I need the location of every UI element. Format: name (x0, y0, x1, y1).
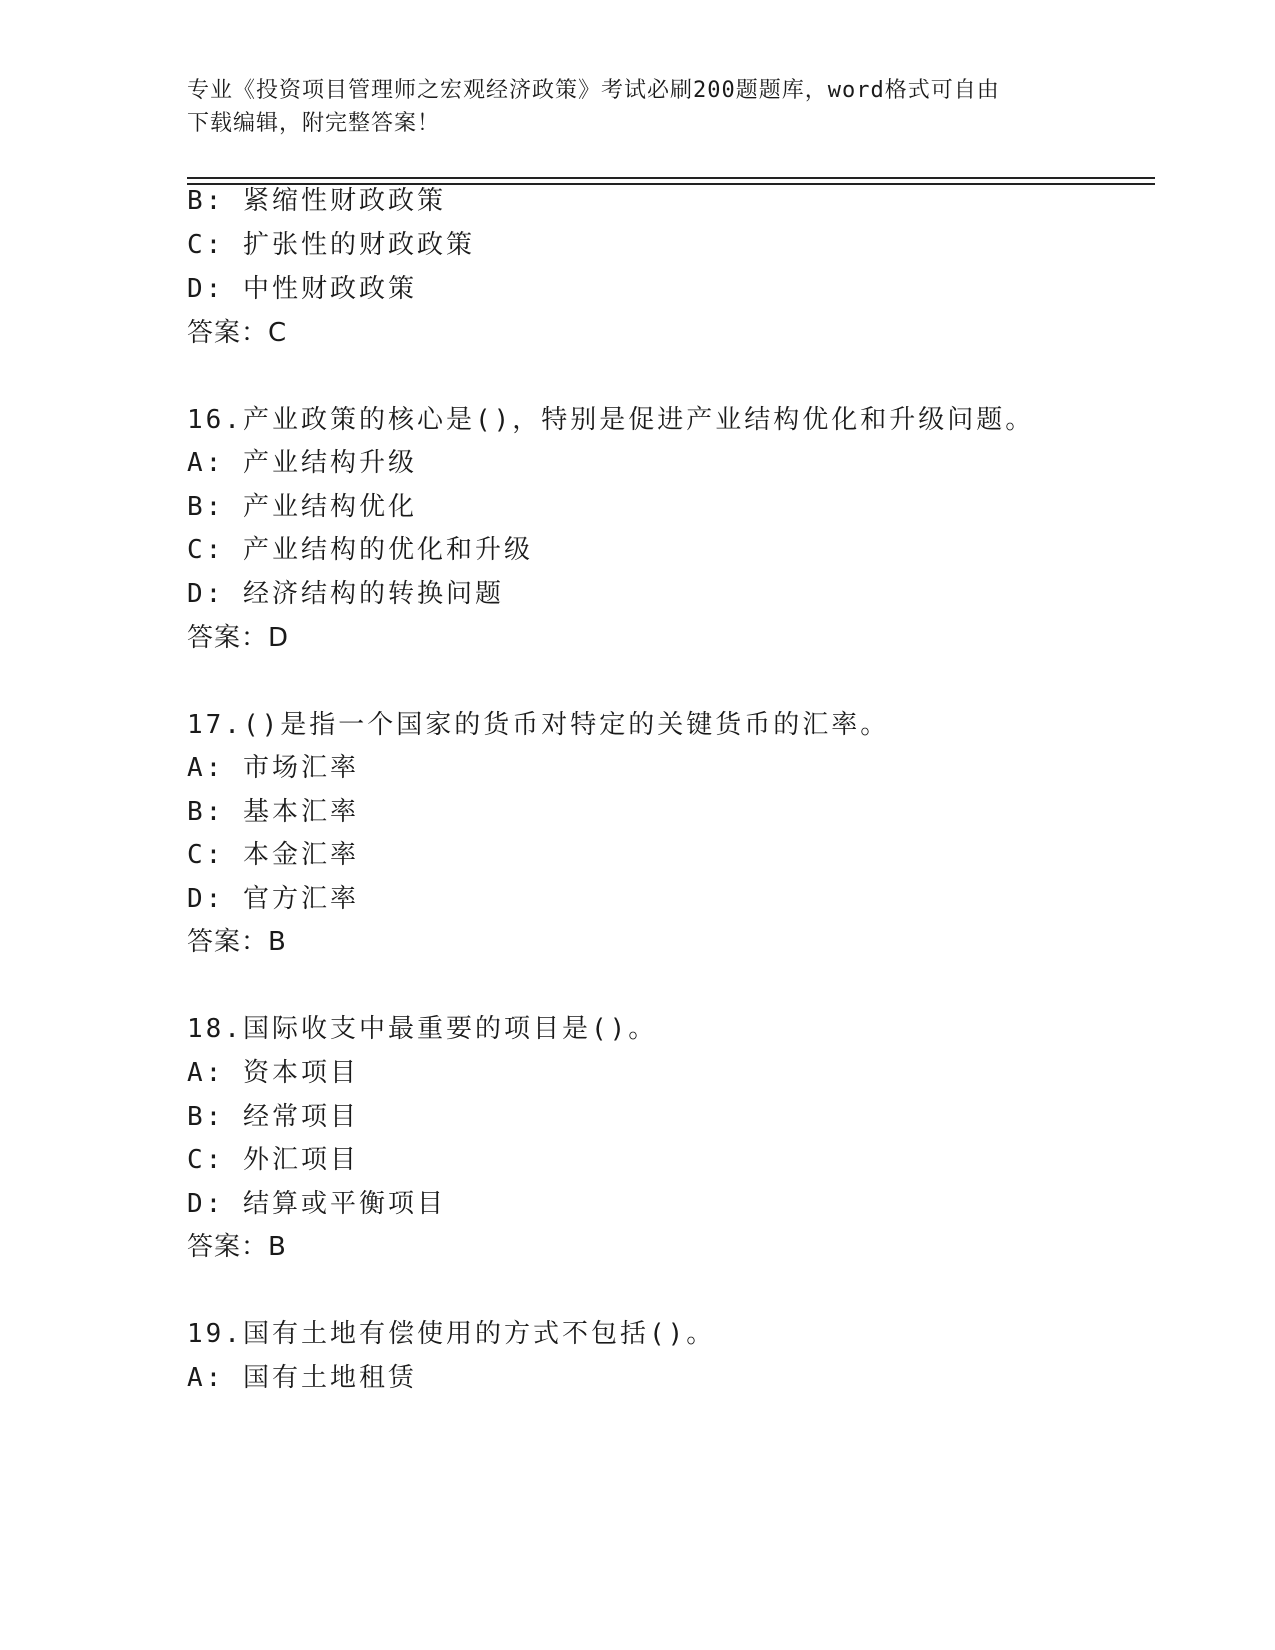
question-stem: 19.国有土地有偿使用的方式不包括()。 (187, 1319, 716, 1349)
document-header (187, 74, 1067, 140)
answer-line: 答案：D (187, 623, 290, 653)
question-stem: 18.国际收支中最重要的项目是()。 (187, 1014, 658, 1044)
answer-line: 答案：C (187, 318, 288, 348)
option-line: A: 资本项目 (187, 1058, 359, 1088)
option-line: D: 官方汇率 (187, 884, 359, 914)
option-line: D: 中性财政政策 (187, 274, 417, 304)
option-line: B: 紧缩性财政政策 (187, 186, 446, 216)
header-line-1: 专业《投资项目管理师之宏观经济政策》考试必刷200题题库，word格式可自由 (187, 78, 1000, 103)
option-line: C: 本金汇率 (187, 840, 359, 870)
option-line: C: 产业结构的优化和升级 (187, 535, 533, 565)
header-line-2: 下载编辑，附完整答案！ (187, 111, 441, 136)
option-line: C: 外汇项目 (187, 1145, 359, 1175)
option-line: D: 结算或平衡项目 (187, 1189, 446, 1219)
option-line: A: 国有土地租赁 (187, 1363, 417, 1393)
question-stem: 16.产业政策的核心是()，特别是促进产业结构优化和升级问题。 (187, 405, 1035, 435)
option-line: A: 市场汇率 (187, 753, 359, 783)
option-line: C: 扩张性的财政政策 (187, 230, 475, 260)
header-divider-top (187, 177, 1155, 179)
option-line: B: 经常项目 (187, 1102, 359, 1132)
question-stem: 17.()是指一个国家的货币对特定的关键货币的汇率。 (187, 710, 890, 740)
option-line: B: 基本汇率 (187, 797, 359, 827)
option-line: A: 产业结构升级 (187, 448, 417, 478)
option-line: D: 经济结构的转换问题 (187, 579, 504, 609)
answer-line: 答案：B (187, 927, 287, 957)
answer-line: 答案：B (187, 1232, 287, 1262)
option-line: B: 产业结构优化 (187, 492, 417, 522)
